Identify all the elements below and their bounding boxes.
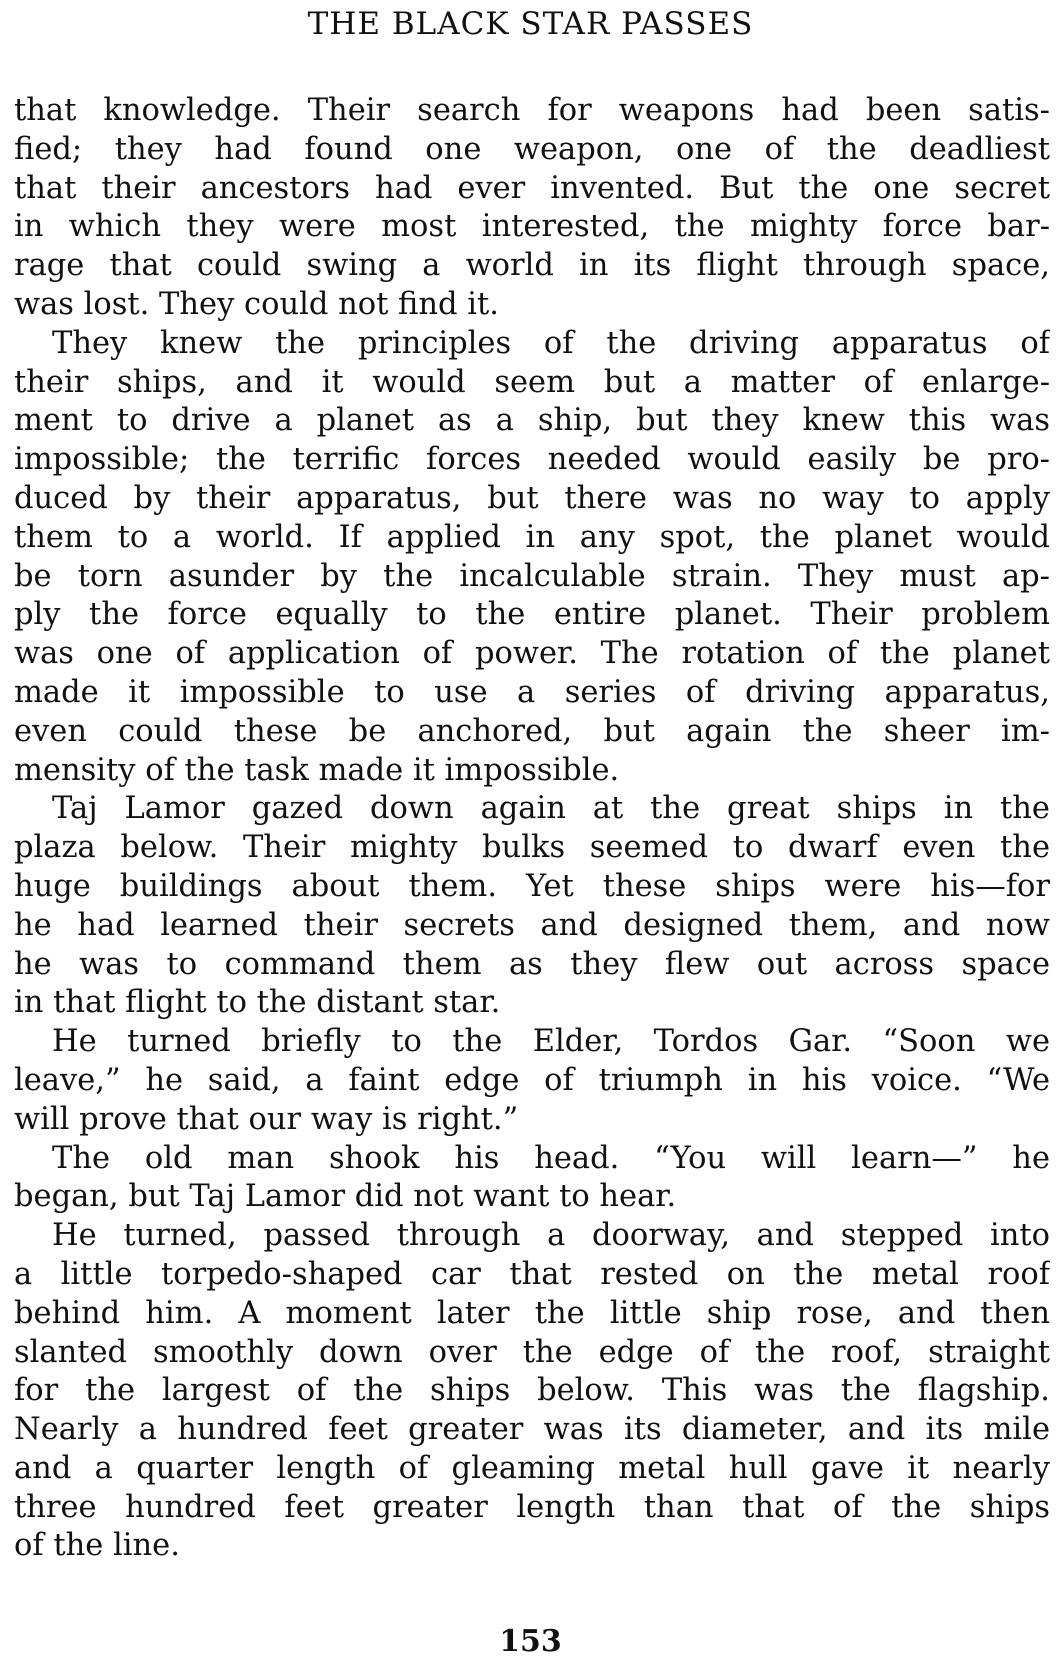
text-line: a little torpedo-shaped car that rested on the metal roof (14, 1256, 1050, 1292)
text-line: The old man shook his head. “You will learn—” he (52, 1140, 1050, 1176)
text-line: in that flight to the distant star. (14, 985, 501, 1021)
text-line: will prove that our way is right.” (14, 1101, 519, 1137)
text-line: that knowledge. Their search for weapons had been satis- (14, 93, 1050, 128)
body-text (14, 92, 1050, 1566)
paragraph (14, 1023, 1050, 1139)
text-line: he was to command them as they flew out across space (14, 946, 1050, 982)
text-line: them to a world. If applied in any spot, the planet would (14, 519, 1050, 555)
text-line: He turned briefly to the Elder, Tordos Gar. “Soon we (52, 1024, 1050, 1060)
text-line: ply the force equally to the entire planet. Their problem (14, 597, 1050, 633)
text-line: mensity of the task made it impossible. (14, 752, 620, 788)
text-line: was one of application of power. The rotation of the planet (14, 636, 1050, 672)
text-line: leave,” he said, a faint edge of triumph in his voice. “We (14, 1062, 1050, 1098)
paragraph (14, 1217, 1050, 1566)
text-line: began, but Taj Lamor did not want to hear. (14, 1179, 677, 1215)
page-number: 153 (499, 1624, 562, 1659)
text-line: He turned, passed through a doorway, and stepped into (52, 1218, 1050, 1254)
text-line: he had learned their secrets and designed them, and now (14, 907, 1050, 943)
paragraph (14, 1140, 1050, 1218)
text-line: that their ancestors had ever invented. But the one secret (14, 170, 1050, 206)
text-line: They knew the principles of the driving apparatus of (52, 325, 1050, 361)
text-line: impossible; the terrific forces needed would easily be pro- (14, 442, 1050, 478)
text-line: Nearly a hundred feet greater was its diameter, and its mile (14, 1412, 1050, 1448)
text-line: was lost. They could not find it. (14, 286, 499, 322)
running-head: THE BLACK STAR PASSES (307, 6, 754, 42)
text-line: their ships, and it would seem but a matter of enlarge- (14, 364, 1050, 400)
text-line: for the largest of the ships below. This was the flagship. (14, 1373, 1050, 1409)
text-line: even could these be anchored, but again the sheer im- (14, 713, 1050, 749)
text-line: slanted smoothly down over the edge of the roof, straight (14, 1334, 1050, 1370)
text-line: in which they were most interested, the mighty force bar- (14, 209, 1050, 245)
text-line: duced by their apparatus, but there was no way to apply (14, 480, 1050, 516)
text-line: three hundred feet greater length than that of the ships (14, 1489, 1050, 1525)
text-line: rage that could swing a world in its flight through space, (14, 248, 1050, 284)
text-line: be torn asunder by the incalculable strain. They must ap- (14, 558, 1050, 594)
paragraph (14, 790, 1050, 1023)
text-line: Taj Lamor gazed down again at the great ships in the (52, 791, 1050, 827)
text-line: fied; they had found one weapon, one of the deadliest (14, 131, 1050, 167)
paragraph (14, 325, 1050, 791)
paragraph (14, 92, 1050, 325)
text-line: of the line. (14, 1528, 180, 1564)
text-line: plaza below. Their mighty bulks seemed to dwarf even the (14, 830, 1050, 866)
text-line: huge buildings about them. Yet these ships were his—for (14, 868, 1050, 904)
text-line: made it impossible to use a series of driving apparatus, (14, 674, 1050, 710)
text-line: behind him. A moment later the little ship rose, and then (14, 1295, 1050, 1331)
text-line: and a quarter length of gleaming metal hull gave it nearly (14, 1450, 1050, 1486)
text-line: ment to drive a planet as a ship, but they knew this was (14, 403, 1050, 439)
